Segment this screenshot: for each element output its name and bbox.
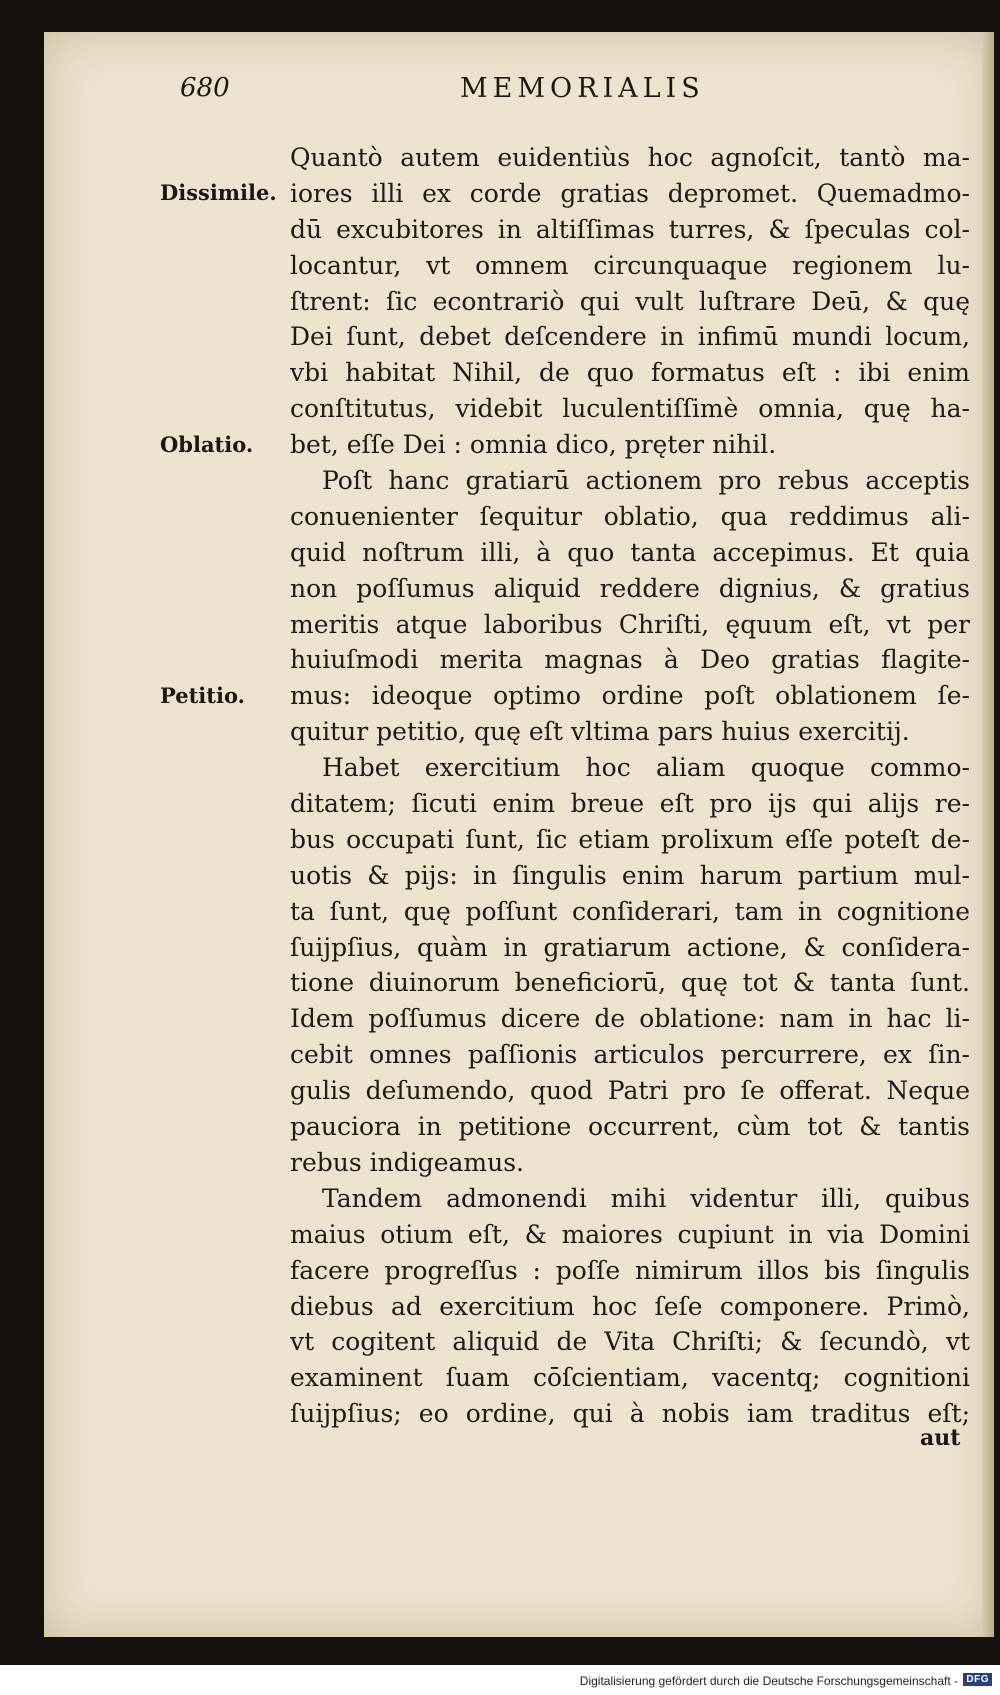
text-line: vbi habitat Nihil, de quo formatus eſt : ibi enim [290,358,970,388]
catchword: aut [920,1425,961,1451]
body-text [290,140,970,1432]
margin-note-oblatio: Oblatio. [160,432,254,457]
running-head: MEMORIALIS [460,73,705,104]
text-line: ta ſunt, quę poſſunt conſiderari, tam in cognitione [290,896,970,926]
text-line: conſtitutus, videbit luculentiſſimè omnia, quę ha- [290,394,970,424]
text-line: Tandem admonendi mihi videntur illi, quibus [322,1183,970,1213]
text-line: mus: ideoque optimo ordine poſt oblationem ſe- [290,681,970,711]
text-line: ſuijpſius; eo ordine, qui à nobis iam traditus eſt; [290,1399,970,1429]
text-line: tione diuinorum beneficiorū, quę tot & tanta ſunt. [290,968,970,998]
margin-note-petitio: Petitio. [160,683,245,708]
text-line: diebus ad exercitium hoc ſeſe componere. Primò, [290,1291,970,1321]
text-line: ſtrent: ſic econtrariò qui vult luſtrare Deū, & quę [290,286,970,316]
text-line: maius otium eſt, & maiores cupiunt in via Domini [290,1219,970,1249]
footer-credit: Digitalisierung gefördert durch die Deutsche Forschungsgemeinschaft - [579,1674,958,1688]
text-line: quitur petitio, quę eſt vltima pars huius exercitij. [290,717,910,747]
text-line: non poſſumus aliquid reddere dignius, & gratius [290,573,970,603]
margin-note-dissimile: Dissimile. [160,180,277,205]
text-line: bet, eſſe Dei : omnia dico, pręter nihil. [290,430,777,460]
text-line: Quantò autem euidentiùs hoc agnoſcit, tantò ma- [290,143,970,172]
text-line: uotis & pijs: in ſingulis enim harum partium mul- [290,860,970,890]
text-line: conuenienter ſequitur oblatio, qua reddimus ali- [290,501,970,531]
text-line: quid noſtrum illi, à quo tanta accepimus. Et quia [290,537,970,567]
page-edge [982,32,994,1637]
text-line: Dei ſunt, debet deſcendere in infimū mundi locum, [290,322,970,352]
dfg-logo-icon: DFG [963,1673,992,1686]
text-line: Habet exercitium hoc aliam quoque commo- [322,753,970,783]
text-line: pauciora in petitione occurrent, cùm tot & tantis [290,1112,970,1142]
text-line: gulis deſumendo, quod Patri pro ſe offerat. Neque [290,1076,970,1106]
text-line: vt cogitent aliquid de Vita Chriſti; & ſecundò, vt [290,1327,970,1357]
text-line: locantur, vt omnem circunquaque regionem lu- [290,250,970,280]
margin-notes [120,150,290,1450]
text-line: facere progreſſus : poſſe nimirum illos bis ſingulis [290,1255,970,1285]
text-line: iores illi ex corde gratias depromet. Quemadmo- [290,178,970,208]
text-line: ſuijpſius, quàm in gratiarum actione, & conſidera- [290,932,970,962]
text-line: rebus indigeamus. [290,1147,525,1177]
text-line: Poſt hanc gratiarū actionem pro rebus acceptis [322,466,970,496]
page-number: 680 [180,73,230,103]
text-line: ditatem; ſicuti enim breue eſt pro ijs qui alijs re- [290,789,970,819]
text-line: huiuſmodi merita magnas à Deo gratias flagite- [290,645,970,675]
text-line: dū excubitores in altiſſimas turres, & ſpeculas col- [290,214,970,244]
text-line: bus occupati ſunt, ſic etiam prolixum eſſe poteſt de- [290,824,970,854]
text-line: cebit omnes paſſionis articulos percurrere, ex ſin- [290,1040,970,1070]
page-header [0,73,1000,113]
text-line: Idem poſſumus dicere de oblatione: nam in hac li- [290,1004,970,1034]
text-line: meritis atque laboribus Chriſti, ęquum eſt, vt per [290,609,970,639]
text-line: examinent ſuam cōſcientiam, vacentq; cognitioni [290,1363,970,1393]
digitization-footer [0,1670,1000,1695]
